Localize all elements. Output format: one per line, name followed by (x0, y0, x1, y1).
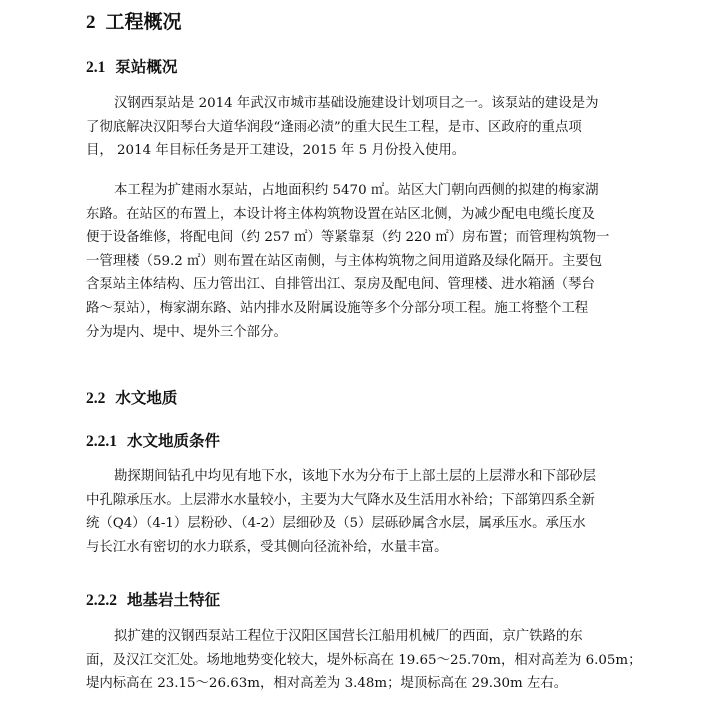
subsection-number: 2.1 (86, 59, 106, 76)
paragraph-line: 路～泵站），梅家湖东路、站内排水及附属设施等多个分部分项工程。施工将整个工程 (86, 300, 589, 316)
subsection-title: 水文地质条件 (127, 431, 221, 450)
paragraph-line: 堤内标高在 23.15～26.63m，相对高差为 3.48m；堤顶标高在 29.30m 左右。 (86, 676, 568, 692)
paragraph-line: 本工程为扩建雨水泵站，占地面积约 5470 ㎡。站区大门朝向西侧的拟建的梅家湖 (114, 183, 599, 198)
section-title: 工程概况 (105, 11, 182, 33)
paragraph-line: 勘探期间钻孔中均见有地下水，该地下水为分布于上部土层的上层滞水和下部砂层 (114, 469, 597, 484)
subsection-heading-2-2 (86, 386, 177, 411)
paragraph-line: 中孔隙承压水。上层滞水水量较小，主要为大气降水及生活用水补给；下部第四系全新 (86, 492, 595, 508)
paragraph-line: 含泵站主体结构、压力管出江、自排管出江、泵房及配电间、管理楼、进水箱涵（琴台 (86, 277, 595, 293)
paragraph-line: 与长江水有密切的水力联系，受其侧向径流补给，水量丰富。 (86, 539, 448, 555)
paragraph-line: 统（Q4）（4-1）层粉砂、（4-2）层细砂及（5）层砾砂属含水层，属承压水。承压水 (86, 516, 586, 532)
subsection-heading-2-2-2 (86, 588, 220, 613)
subsection-title: 地基岩土特征 (127, 590, 221, 609)
subsection-number: 2.2.1 (86, 433, 117, 450)
subsection-heading-2-1 (86, 55, 177, 80)
section-number: 2 (86, 12, 96, 33)
paragraph-line: 一管理楼（59.2 ㎡）则布置在站区南侧，与主体构筑物之间用道路及绿化隔开。主要包 (86, 253, 603, 269)
paragraph-line: 了彻底解决汉阳琴台大道华润段“逢雨必渍”的重大民生工程，是市、区政府的重点项 (86, 119, 582, 135)
subsection-title: 泵站概况 (115, 57, 178, 76)
paragraph-line: 分为堤内、堤中、堤外三个部分。 (86, 324, 287, 340)
paragraph-line: 面，及汉江交汇处。场地地势变化较大，堤外标高在 19.65～25.70m，相对高差为 6.05m； (86, 652, 642, 668)
paragraph-pump-station-1 (86, 92, 631, 163)
paragraph-hydrogeology (86, 465, 631, 559)
paragraph-line: 汉钢西泵站是 2014 年武汉市城市基础设施建设计划项目之一。该泵站的建设是为 (114, 96, 599, 111)
paragraph-foundation-soil (86, 625, 642, 696)
paragraph-pump-station-2 (86, 179, 631, 344)
subsection-number: 2.2.2 (86, 592, 117, 609)
paragraph-line: 目， 2014 年目标任务是开工建设，2015 年 5 月份投入使用。 (86, 143, 466, 159)
paragraph-line: 便于设备维修，将配电间（约 257 ㎡）等紧靠泵（约 220 ㎡）房布置；而管理构筑物一 (86, 230, 610, 246)
section-heading (86, 8, 182, 37)
subsection-title: 水文地质 (115, 388, 178, 407)
subsection-heading-2-2-1 (86, 429, 220, 454)
paragraph-line: 拟扩建的汉钢西泵站工程位于汉阳区国营长江船用机械厂的西面，京广铁路的东 (114, 629, 583, 644)
subsection-number: 2.2 (86, 390, 106, 407)
paragraph-line: 东路。在站区的布置上，本设计将主体构筑物设置在站区北侧，为减少配电电缆长度及 (86, 206, 595, 222)
